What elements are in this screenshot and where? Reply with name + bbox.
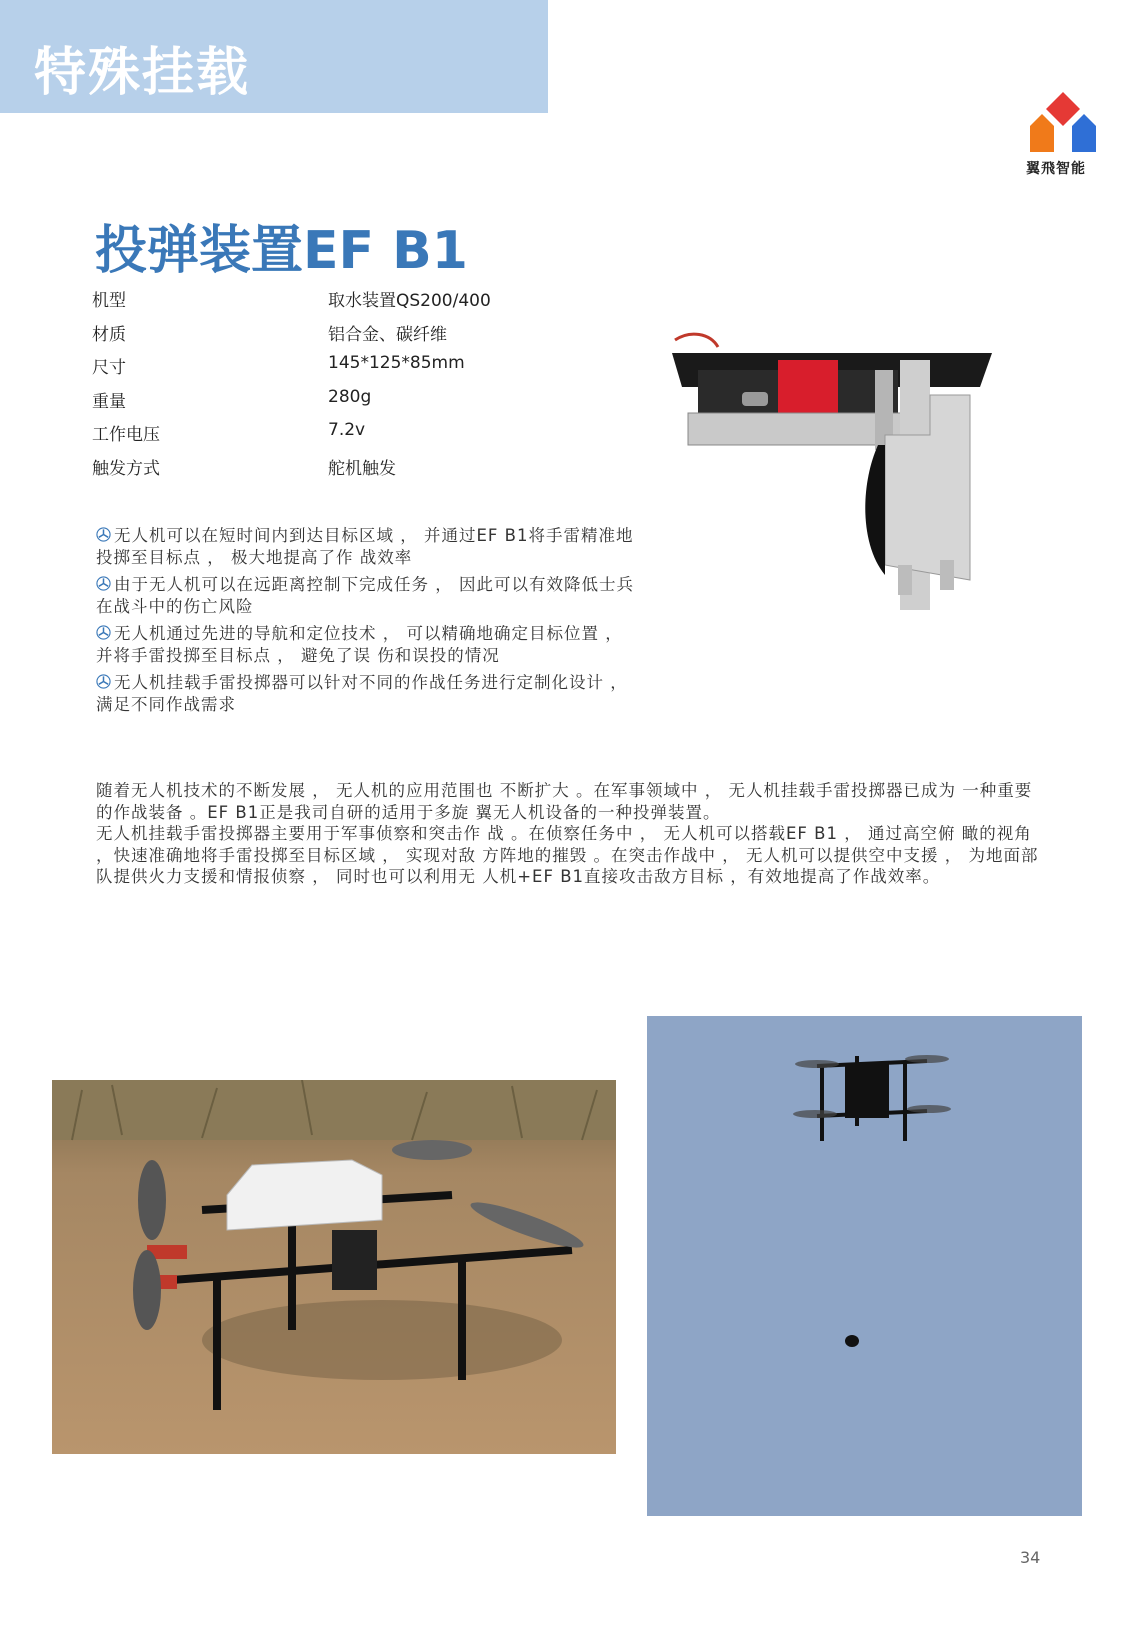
bullet-text: 无人机可以在短时间内到达目标区域 ， 并通过EF B1将手雷精准地投掷至目标点 ， 极大地提高了作 战效率 [96, 526, 634, 567]
bullet-text: 由于无人机可以在远距离控制下完成任务 ， 因此可以有效降低士兵在战斗中的伤亡风险 [96, 575, 634, 616]
bullet-text: 无人机通过先进的导航和定位技术 ， 可以精确地确定目标位置 ， 并将手雷投掷至目标点 ， 避免了误 伤和误投的情况 [96, 624, 623, 665]
logo-mark-icon [1024, 90, 1102, 158]
spec-value: 7.2v [328, 420, 366, 440]
bullet-text: 无人机挂载手雷投掷器可以针对不同的作战任务进行定制化设计 ， 满足不同作战需求 [96, 673, 628, 714]
propeller-icon [96, 674, 111, 689]
propeller-icon [96, 527, 111, 542]
propeller-icon [96, 625, 111, 640]
drone-ground-photo [52, 1080, 616, 1454]
spec-label: 工作电压 [92, 425, 160, 445]
spec-label: 机型 [92, 291, 126, 311]
spec-value: 145*125*85mm [328, 353, 465, 373]
spec-label: 重量 [92, 391, 126, 412]
spec-value: 铝合金、碳纤维 [328, 324, 447, 345]
list-item [96, 574, 636, 618]
spec-value: 280g [328, 386, 372, 407]
list-item [96, 623, 636, 667]
section-title: 特殊挂载 [34, 43, 251, 103]
spec-value: 舵机触发 [328, 458, 396, 479]
list-item [96, 672, 636, 716]
page-number: 34 [1020, 1548, 1041, 1567]
spec-label: 触发方式 [92, 458, 160, 479]
description-paragraph: 随着无人机技术的不断发展 ， 无人机的应用范围也 不断扩大 。在军事领域中 ， 无人机挂载手雷投掷器已成为 一种重要的作战装备 。EF B1正是我司自研的适用于多旋 翼无人机设备的一种投弹装置。 [96, 781, 1033, 822]
description [96, 780, 1046, 888]
spec-label: 尺寸 [92, 358, 126, 378]
device-photo [670, 325, 1010, 610]
feature-list [96, 525, 636, 721]
spec-value: 取水装置QS200/400 [328, 291, 491, 311]
propeller-icon [96, 576, 111, 591]
logo-text: 翼飛智能 [1026, 161, 1086, 177]
product-title: 投弹装置EF B1 [95, 221, 468, 281]
list-item [96, 525, 636, 569]
drone-sky-photo [647, 1016, 1082, 1516]
description-paragraph: 无人机挂载手雷投掷器主要用于军事侦察和突击作 战 。在侦察任务中 ， 无人机可以搭载EF B1 ， 通过高空俯 瞰的视角 ，快速准确地将手雷投掷至目标区域 ， 实现对敌 方阵地的摧毁 。在突击作战中 ， 无人机可以提供空中支援 ， 为地面部队提供火力支援和情报侦察 ， 同时也可以利用无 人机+EF B1直接攻击敌方目标 ，有效地提高了作战效率。 [96, 824, 1039, 886]
spec-label: 材质 [92, 324, 126, 345]
